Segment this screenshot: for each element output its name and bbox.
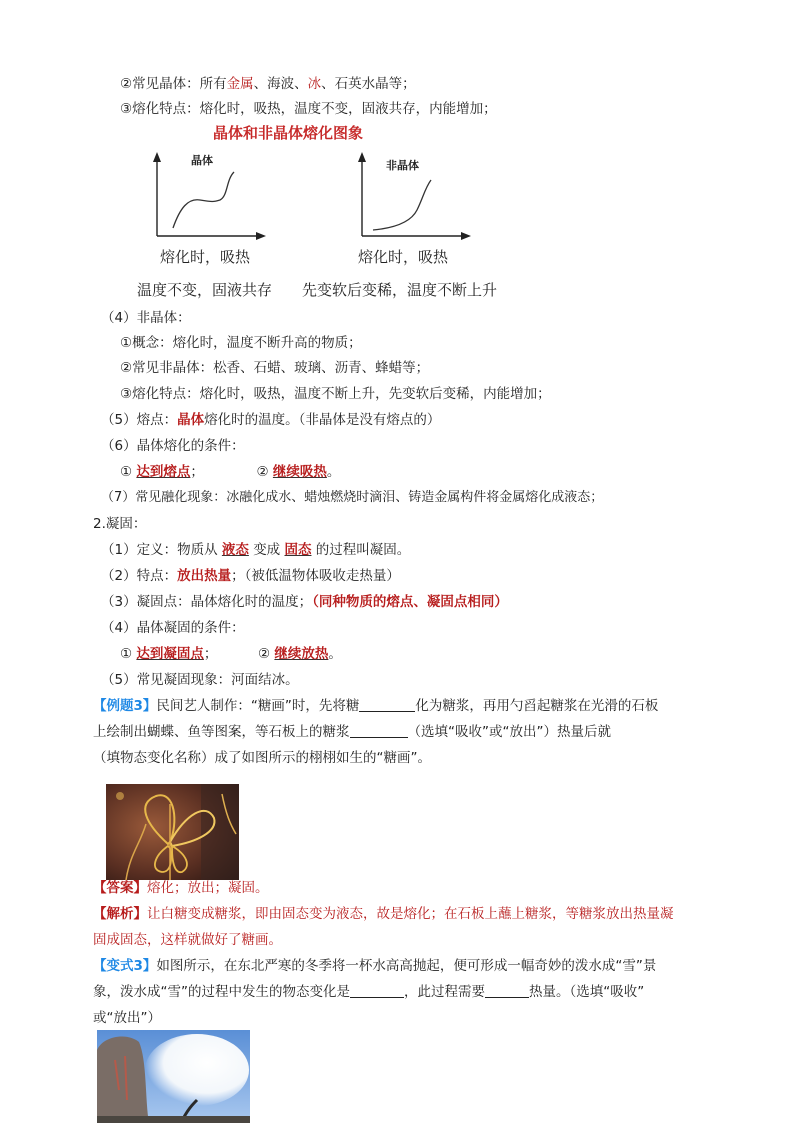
amorphous-label: 非晶体 <box>386 159 419 172</box>
crystal-note: 温度不变，固液共存 <box>137 281 273 299</box>
example3-line1: 【例题3】民间艺人制作：“糖画”时，先将糖 化为糖浆，再用勺舀起糖浆在光滑的石板 <box>93 698 659 714</box>
variant3-blank2 <box>485 983 529 998</box>
water-splash-snow-photo <box>97 1030 250 1123</box>
amorphous-concept: ①概念：熔化时，温度不断升高的物质； <box>120 335 362 351</box>
variant3-blank1 <box>350 983 404 998</box>
variant3-line1: 【变式3】如图所示，在东北严寒的冬季将一杯水高高抛起，便可形成一幅奇妙的泼水成“雪”景 <box>93 958 657 974</box>
solidification-definition: （1）定义：物质从 液态 变成 固态 的过程叫凝固。 <box>101 542 411 558</box>
amorphous-caption: 熔化时，吸热 <box>358 248 449 266</box>
butterfly-sugar-art-icon <box>106 784 239 880</box>
amorphous-feature: ③熔化特点：熔化时，吸热，温度不断上升，先变软后变稀，内能增加； <box>120 386 551 402</box>
water-splash-icon <box>97 1030 250 1123</box>
example3-line2: 上绘制出蝴蝶、鱼等图案，等石板上的糖浆 （选填“吸收”或“放出”）热量后就 <box>93 724 611 740</box>
crystal-melting-feature-line: ③熔化特点：熔化时，吸热，温度不变，固液共存，内能增加； <box>120 101 497 117</box>
amorphous-examples: ②常见非晶体：松香、石蜡、玻璃、沥青、蜂蜡等； <box>120 360 430 376</box>
melting-condition-heading: （6）晶体熔化的条件： <box>101 438 245 454</box>
example3-line3: （填物态变化名称）成了如图所示的栩栩如生的“糖画”。 <box>93 750 431 766</box>
example3-blank2 <box>350 723 408 738</box>
solidification-feature: （2）特点：放出热量；（被低温物体吸收走热量） <box>101 568 400 584</box>
solidification-heading: 2.凝固： <box>93 516 147 532</box>
freezing-point-line: （3）凝固点：晶体熔化时的温度；（同种物质的熔点、凝固点相同） <box>101 594 508 610</box>
chart-title: 晶体和非晶体熔化图象 <box>213 124 364 142</box>
variant3-line2: 象，泼水成“雪”的过程中发生的物态变化是 ，此过程需要 热量。（选填“吸收” <box>93 984 645 1000</box>
example3-analysis-line2: 固成固态，这样就做好了糖画。 <box>93 932 282 948</box>
solidification-common: （5）常见凝固现象：河面结冰。 <box>101 672 299 688</box>
solidification-conditions: ① 达到凝固点； ② 继续放热。 <box>120 646 342 662</box>
variant3-line3: 或“放出”） <box>93 1010 161 1026</box>
crystal-caption: 熔化时，吸热 <box>160 248 251 266</box>
melting-conditions: ① 达到熔点； ② 继续吸热。 <box>120 464 341 480</box>
sugar-painting-photo <box>106 784 239 880</box>
melting-point-line: （5）熔点：晶体熔化时的温度。（非晶体是没有熔点的） <box>101 412 441 428</box>
solidification-condition-heading: （4）晶体凝固的条件： <box>101 620 245 636</box>
melting-common-phenomena: （7）常见融化现象：冰融化成水、蜡烛燃烧时滴泪、铸造金属构件将金属熔化成液态； <box>101 490 604 505</box>
example3-analysis-line1: 【解析】让白糖变成糖浆，即由固态变为液态，故是熔化；在石板上蘸上糖浆，等糖浆放出热量凝 <box>93 906 674 922</box>
amorphous-note: 先变软后变稀，温度不断上升 <box>302 281 498 299</box>
amorphous-heading: （4）非晶体： <box>101 310 191 326</box>
crystal-examples-line: ②常见晶体：所有金属、海波、冰、石英水晶等； <box>120 76 416 92</box>
example3-blank1 <box>359 697 415 712</box>
crystal-label: 晶体 <box>191 154 213 167</box>
example3-answer: 【答案】熔化；放出；凝固。 <box>93 880 269 896</box>
